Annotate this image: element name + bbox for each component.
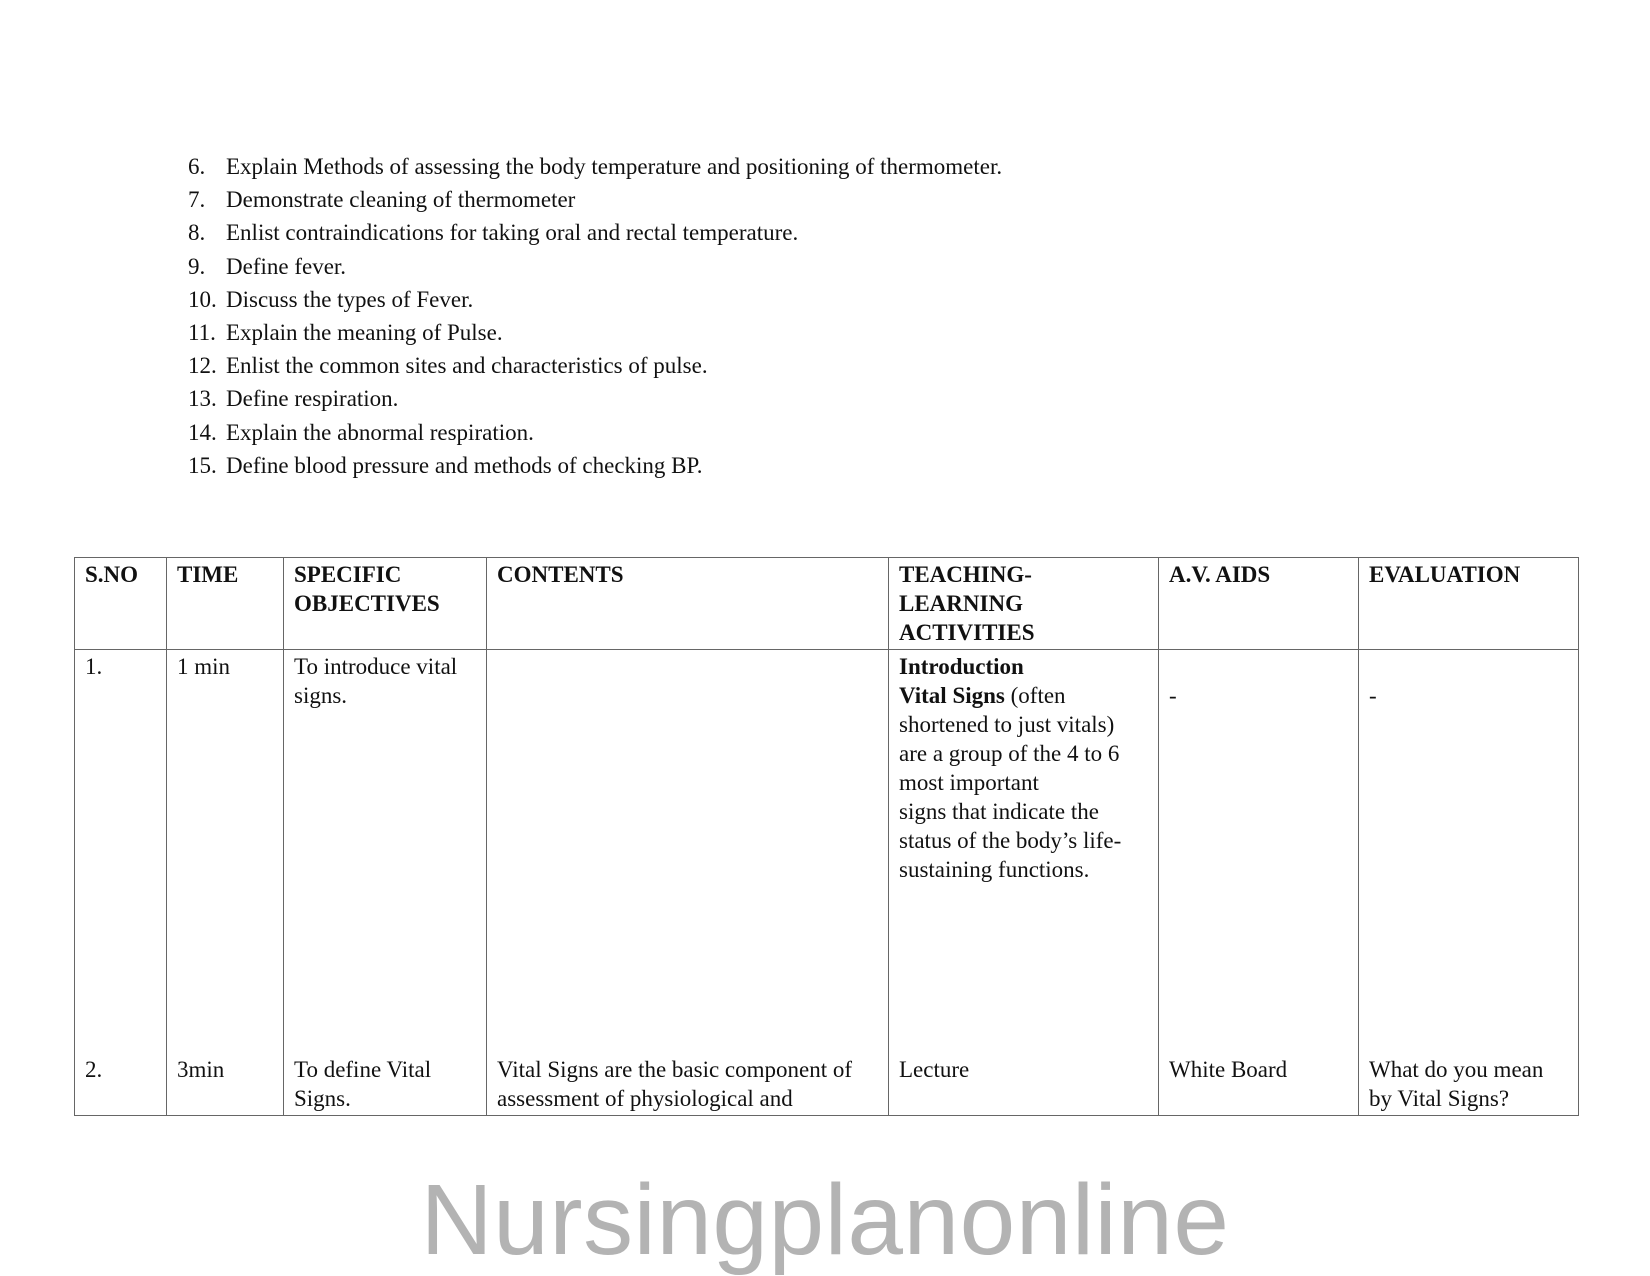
cell-aids: White Board — [1159, 1053, 1359, 1116]
table-row — [75, 1053, 1579, 1116]
header-av-aids: A.V. AIDS — [1159, 558, 1359, 650]
cell-aids: - — [1159, 650, 1359, 1054]
header-contents: CONTENTS — [487, 558, 889, 650]
activity-term: Vital Signs — [899, 683, 1005, 708]
cell-evaluation: - — [1359, 650, 1579, 1054]
objectives-list — [188, 150, 1002, 482]
list-item: 6. Explain Methods of assessing the body temperature and positioning of thermometer. — [188, 154, 1003, 179]
activity-text-2: that indicate the status of the body’s life-sustaining functions. — [899, 799, 1122, 882]
lesson-plan-table — [74, 557, 1579, 1116]
activity-term-2: signs — [899, 799, 947, 824]
cell-evaluation: What do you mean by Vital Signs? — [1359, 1053, 1579, 1116]
cell-activities: Lecture — [889, 1053, 1159, 1116]
watermark: Nursingplanonline — [420, 1164, 1230, 1276]
table-row — [75, 650, 1579, 1054]
list-item: 12. Enlist the common sites and characteristics of pulse. — [188, 353, 708, 379]
list-item: 11. Explain the meaning of Pulse. — [188, 320, 503, 346]
list-item: 9. Define fever. — [188, 253, 347, 279]
list-item: 10. Discuss the types of Fever. — [188, 286, 474, 312]
list-item: 13. Define respiration. — [188, 386, 399, 412]
activity-text: (often shortened to just vitals) are a group of the 4 to 6 most important — [899, 683, 1120, 795]
cell-contents: Vital Signs are the basic component of assessment of physiological and — [487, 1053, 889, 1116]
header-time: TIME — [167, 558, 284, 650]
cell-objective: To introduce vital signs. — [284, 650, 487, 1054]
cell-sno: 1. — [75, 650, 167, 1054]
list-item: 8. Enlist contraindications for taking oral and rectal temperature. — [188, 220, 799, 246]
list-item: 7. Demonstrate cleaning of thermometer — [188, 187, 576, 213]
header-sno: S.NO — [75, 558, 167, 650]
cell-time: 1 min — [167, 650, 284, 1054]
cell-sno: 2. — [75, 1053, 167, 1116]
header-evaluation: EVALUATION — [1359, 558, 1579, 650]
list-item: 14. Explain the abnormal respiration. — [188, 419, 534, 445]
header-specific-objectives: SPECIFIC OBJECTIVES — [284, 558, 487, 650]
table-header-row — [75, 558, 1579, 650]
cell-activities — [889, 650, 1159, 1054]
header-teaching-learning-activities: TEACHING-LEARNING ACTIVITIES — [889, 558, 1159, 650]
list-item: 15. Define blood pressure and methods of checking BP. — [188, 452, 703, 478]
cell-time: 3min — [167, 1053, 284, 1116]
activity-heading: Introduction — [899, 654, 1024, 679]
cell-contents — [487, 650, 889, 1054]
cell-objective: To define Vital Signs. — [284, 1053, 487, 1116]
